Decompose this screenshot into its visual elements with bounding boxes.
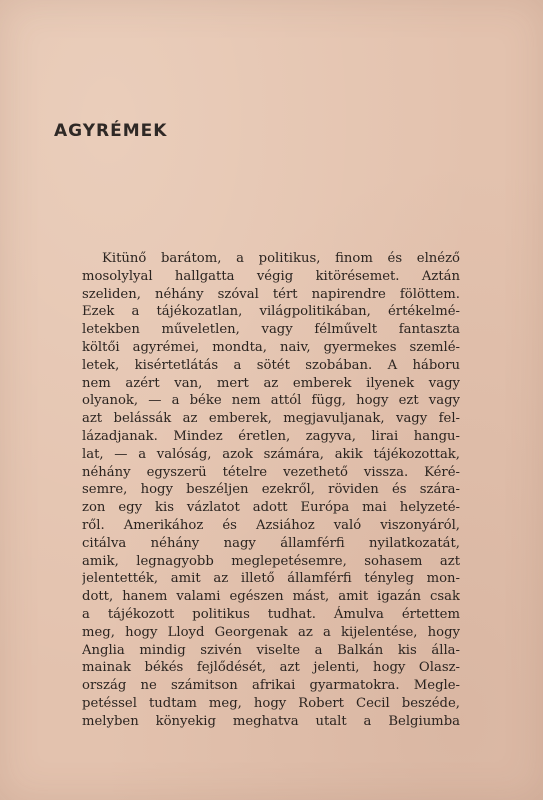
- text-line: jelentették, amit az illető államférfi tényleg mon‐: [82, 571, 460, 587]
- text-line: szeliden, néhány szóval tért napirendre fölöttem.: [82, 286, 460, 302]
- text-line: lat, — a valóság, azok számára, akik tájékozottak,: [82, 446, 460, 462]
- text-line: Kitünő barátom, a politikus, finom és elnéző: [102, 251, 460, 266]
- text-line: zon egy kis vázlatot adott Európa mai helyzeté‐: [82, 500, 460, 516]
- text-line: nem azért van, mert az emberek ilyenek vagy: [82, 375, 460, 391]
- text-line: olyanok, — a béke nem attól függ, hogy ezt vagy: [82, 393, 460, 409]
- text-line: meg, hogy Lloyd Georgenak az a kijelentése, hogy: [82, 624, 460, 640]
- text-line: néhány egyszerü tételre vezethető vissza. Kéré‐: [82, 464, 460, 480]
- chapter-title: AGYRÉMEK: [54, 121, 168, 141]
- text-line: dott, hanem valami egészen mást, amit igazán csak: [82, 589, 460, 605]
- text-line: ország ne számitson afrikai gyarmatokra. Megle‐: [82, 678, 460, 694]
- text-line: lázadjanak. Mindez éretlen, zagyva, lirai hangu‐: [82, 428, 460, 444]
- text-line: letek, kisértetlátás a sötét szobában. A háboru: [82, 357, 460, 373]
- text-line: letekben műveletlen, vagy félművelt fantaszta: [82, 322, 460, 338]
- text-line: azt belássák az emberek, megjavuljanak, vagy fel‐: [82, 411, 460, 427]
- body-paragraph: [82, 250, 460, 731]
- text-line: a tájékozott politikus tudhat. Ámulva értettem: [82, 606, 460, 622]
- text-line: mosolylyal hallgatta végig kitörésemet. Aztán: [82, 268, 460, 284]
- text-line: költői agyrémei, mondta, naiv, gyermekes szemlé‐: [82, 339, 460, 355]
- text-line: mainak békés fejlődését, azt jelenti, hogy Olasz‐: [82, 660, 460, 676]
- text-line: melyben könyekig meghatva utalt a Belgiumba: [82, 713, 460, 729]
- text-line: semre, hogy beszéljen ezekről, röviden és szára‐: [82, 482, 460, 498]
- text-line: Anglia mindig szivén viselte a Balkán kis álla‐: [82, 642, 460, 658]
- text-line: amik, legnagyobb meglepetésemre, sohasem azt: [82, 553, 460, 569]
- text-line: Ezek a tájékozatlan, világpolitikában, értékelmé‐: [82, 304, 460, 320]
- text-line: citálva néhány nagy államférfi nyilatkozatát,: [82, 535, 460, 551]
- text-line: petéssel tudtam meg, hogy Robert Cecil beszéde,: [82, 695, 460, 711]
- text-line: ről. Amerikához és Azsiához való viszonyáról,: [82, 517, 460, 533]
